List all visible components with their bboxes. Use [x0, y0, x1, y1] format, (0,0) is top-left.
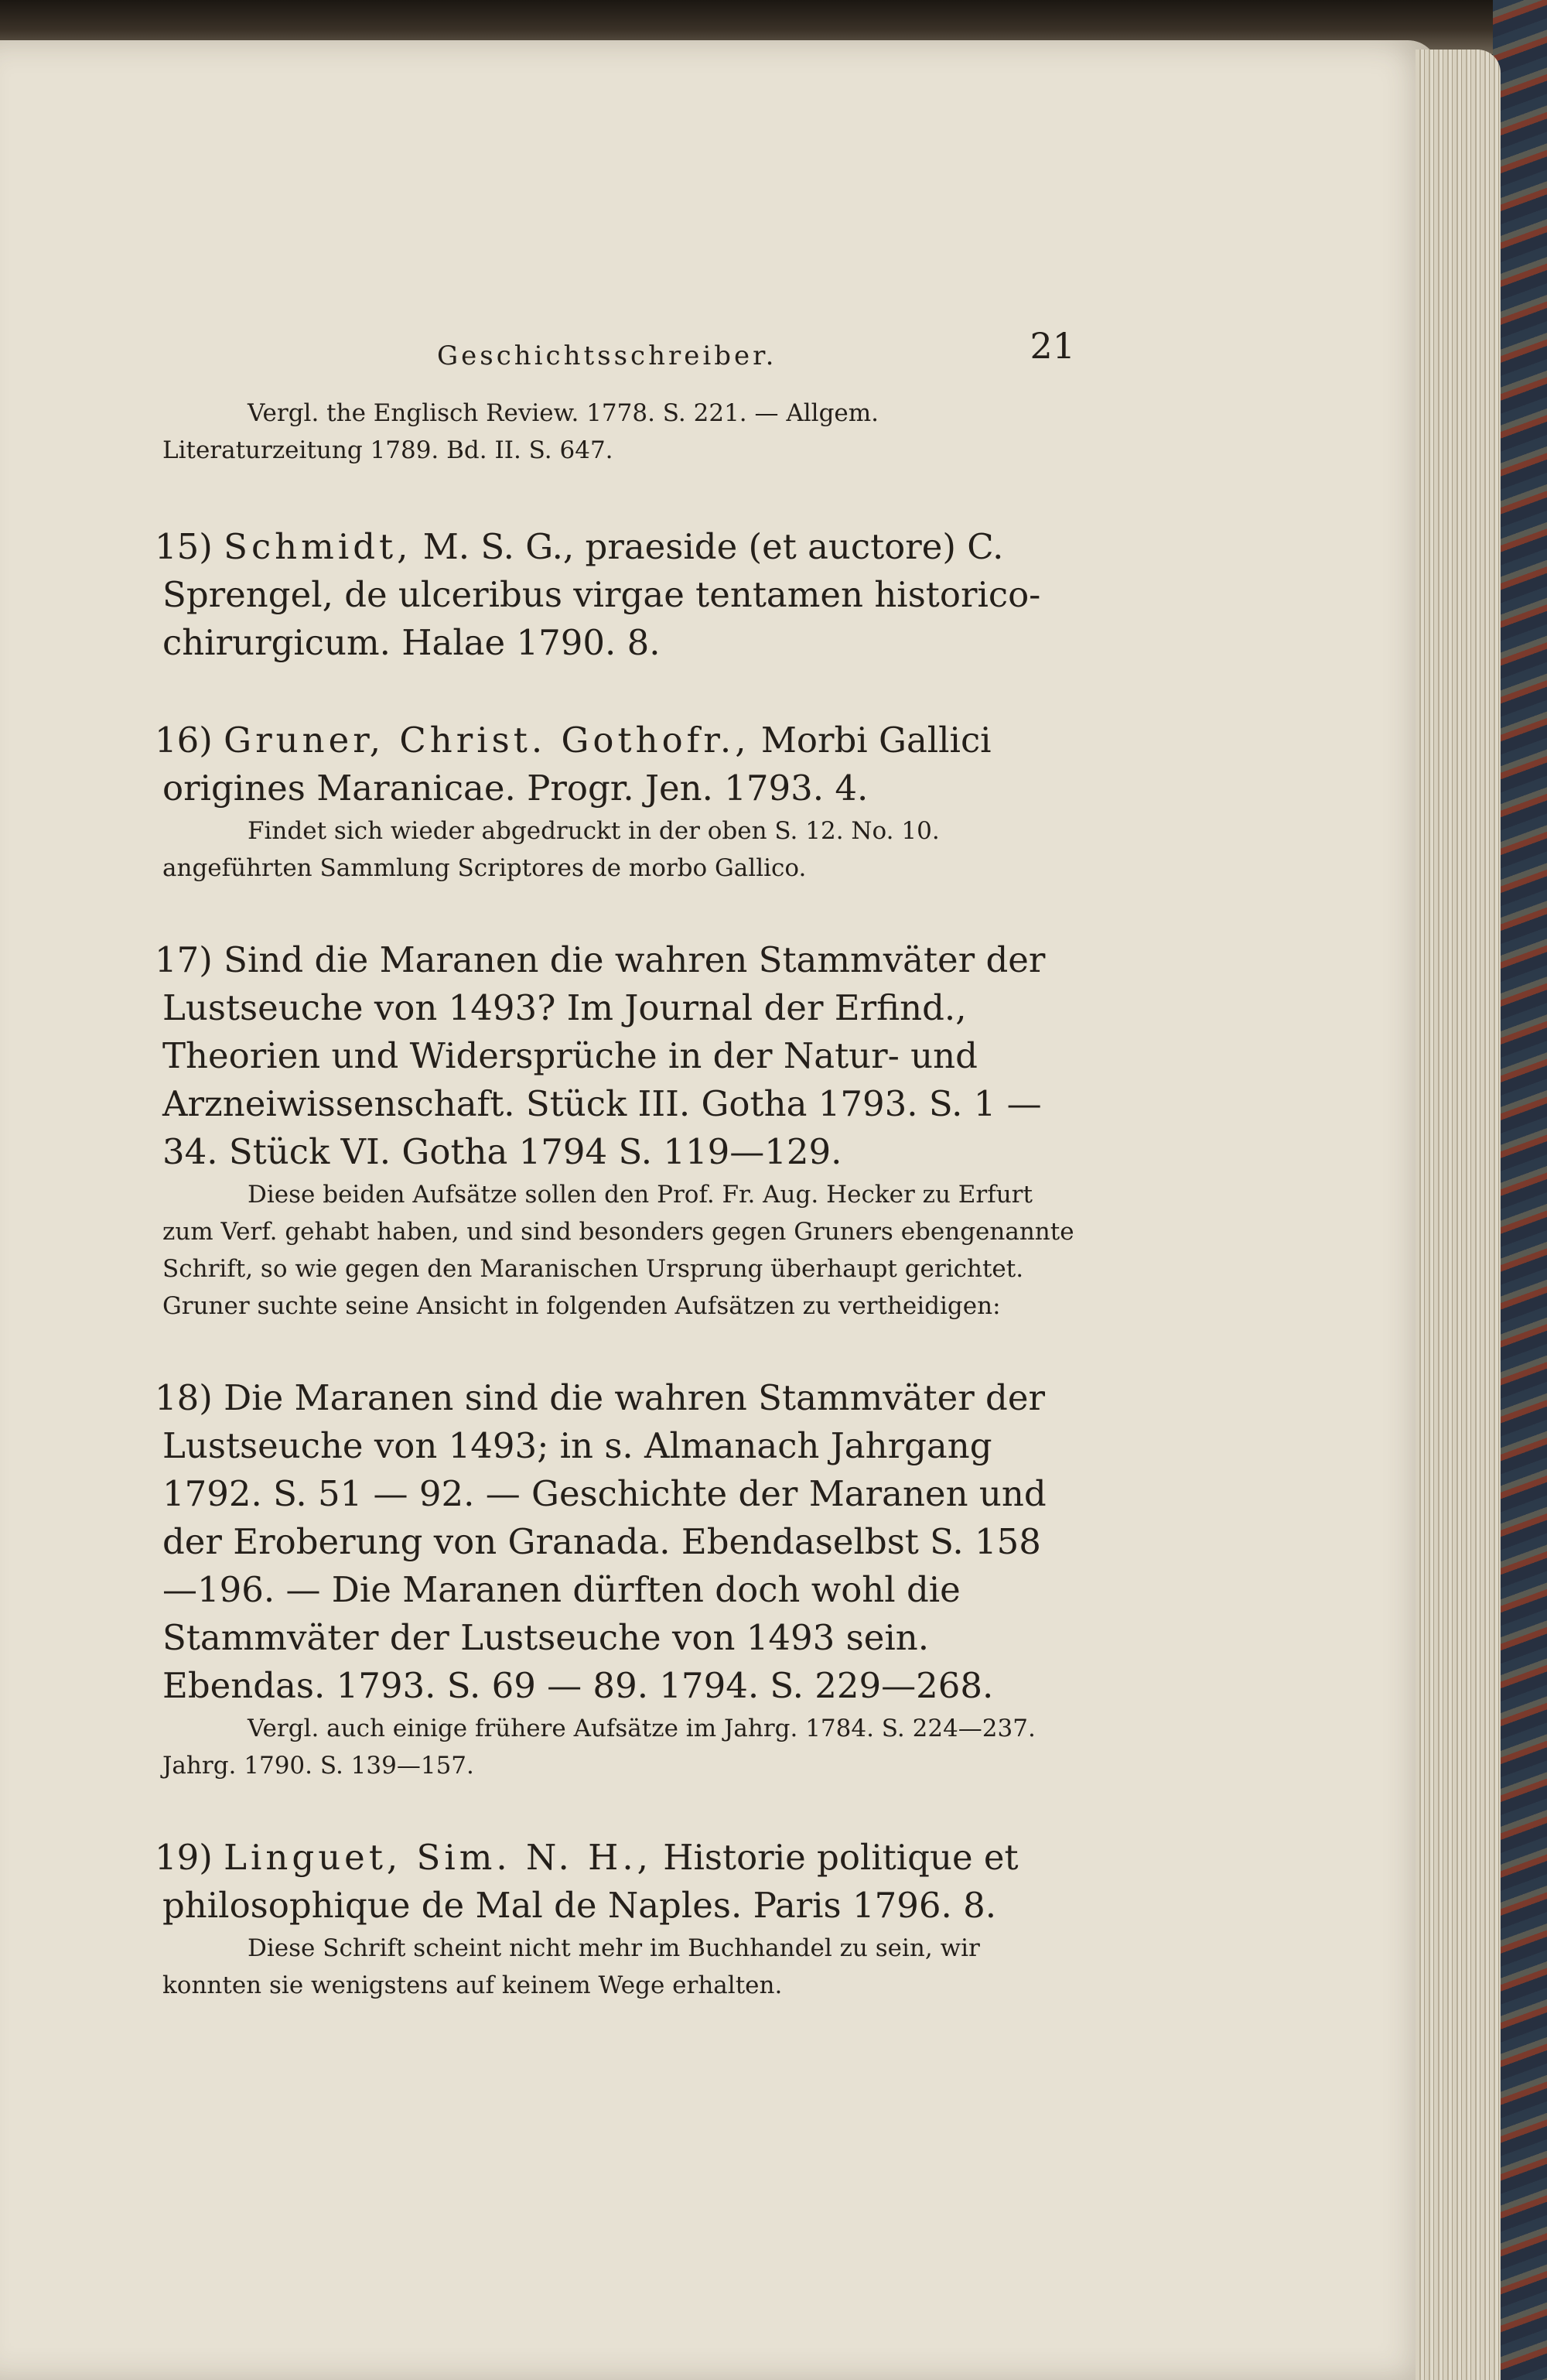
bibliography-entry	[155, 523, 1075, 667]
entry-number: 18)	[155, 1377, 213, 1418]
running-title: Geschichtsschreiber.	[437, 340, 777, 371]
entry-note: Vergl. the Englisch Review. 1778. S. 221. — Allgem. Literaturzeitung 1789. Bd. II. S. 647.	[162, 399, 879, 464]
marbled-cover	[1493, 0, 1547, 2380]
bibliography-entry	[155, 1834, 1075, 1930]
entry-number: 16)	[155, 720, 213, 761]
entry-author: Linguet, Sim. N. H.,	[224, 1837, 652, 1878]
entry-number: 19)	[155, 1837, 213, 1878]
page-edges	[1416, 50, 1501, 2380]
bibliography-entry	[155, 716, 1075, 812]
entry-body: M. S. G., praeside (et auctore) C. Sprengel, de ulceribus virgae tentamen historico-chirurgicum. Halae 1790. 8.	[162, 526, 1041, 663]
entry-body: Historie politique et philosophique de Mal de Naples. Paris 1796. 8.	[162, 1837, 1019, 1926]
entry-body: Sind die Maranen die wahren Stammväter der Lustseuche von 1493? Im Journal der Erfind., Theorien und Widersprüche in der Natur- und Arzneiwissenschaft. Stück III. Gotha 1793. S. 1 — 34. Stück VI. Gotha 1794 S. 119—129.	[162, 939, 1046, 1172]
entry-number: 15)	[155, 526, 213, 567]
page-header	[162, 325, 1075, 379]
entry-author: Schmidt,	[224, 526, 412, 567]
entry-note: Diese Schrift scheint nicht mehr im Buchhandel zu sein, wir konnten sie wenigstens auf keinem Wege erhalten.	[162, 1934, 980, 1999]
entry-number: 17)	[155, 939, 213, 980]
page-text	[155, 325, 1075, 2004]
entry-note: Diese beiden Aufsätze sollen den Prof. Fr. Aug. Hecker zu Erfurt zum Verf. gehabt haben, und sind besonders gegen Gruners ebengenannte Schrift, so wie gegen den Maranischen Ursprung überhaupt gerichtet. Gruner suchte seine Ansicht in folgenden Aufsätzen zu vertheidigen:	[162, 1181, 1074, 1320]
entry-note: Vergl. auch einige frühere Aufsätze im Jahrg. 1784. S. 224—237. Jahrg. 1790. S. 139—157.	[162, 1715, 1036, 1780]
bibliography-entry	[155, 936, 1075, 1176]
entry-body: Morbi Gallici origines Maranicae. Progr. Jen. 1793. 4.	[162, 720, 992, 809]
bibliography-entry	[155, 1374, 1075, 1710]
entry-body: Die Maranen sind die wahren Stammväter der Lustseuche von 1493; in s. Almanach Jahrgang 1792. S. 51 — 92. — Geschichte der Maranen und der Eroberung von Granada. Ebendaselbst S. 158—196. — Die Maranen dürften doch wohl die Stammväter der Lustseuche von 1493 sein. Ebendas. 1793. S. 69 — 89. 1794. S. 229—268.	[162, 1377, 1047, 1706]
page-number: 21	[1030, 325, 1075, 367]
entry-author: Gruner, Christ. Gothofr.,	[224, 720, 750, 761]
entry-note: Findet sich wieder abgedruckt in der oben S. 12. No. 10. angeführten Sammlung Scriptores de morbo Gallico.	[162, 817, 940, 882]
